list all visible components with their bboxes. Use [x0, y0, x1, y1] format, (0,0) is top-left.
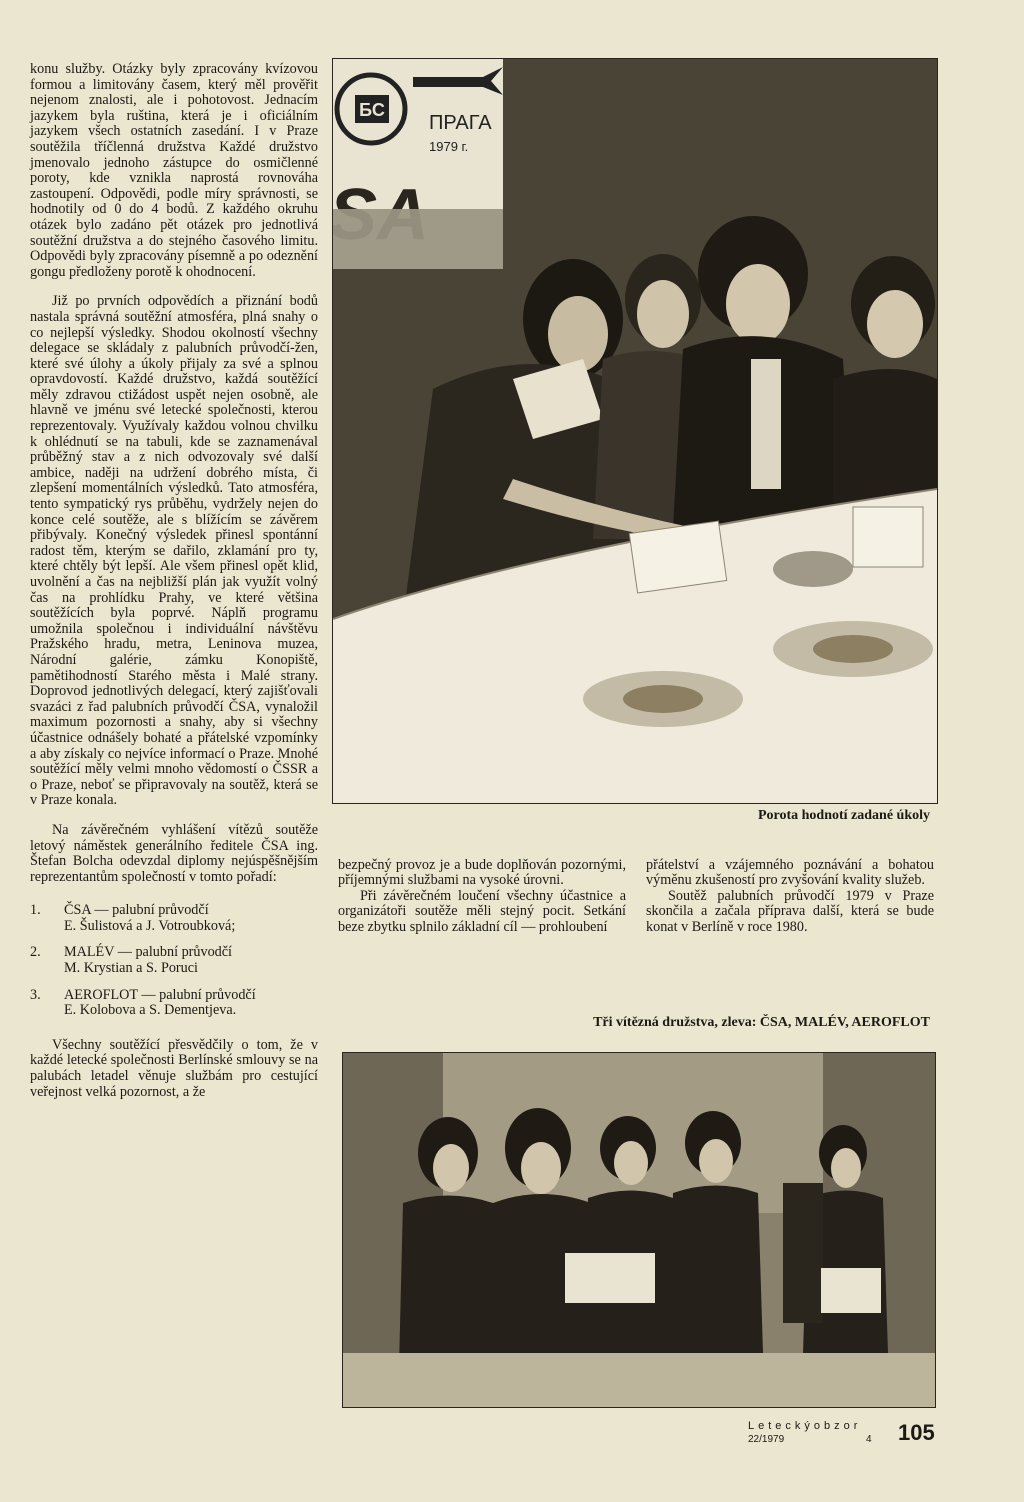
left-text-column: [30, 62, 318, 1100]
article-paragraph: Při závěrečném loučení všechny účastnice a organizátoři soutěže měli stejný pocit. Setkání beze zbytku splnilo základní cíl — prohloubení: [338, 887, 626, 935]
result-item: [30, 945, 318, 976]
page-footer: [748, 1420, 948, 1460]
sign-city-text: ПРАГА: [429, 112, 492, 134]
page-number: 105: [898, 1420, 935, 1445]
photo-caption-bottom: Tři vítězná družstva, zleva: ČSA, MALÉV, AEROFLOT: [593, 1015, 930, 1030]
result-number: 2.: [30, 944, 41, 961]
article-paragraph: konu služby. Otázky byly zpracovány kvízovou formou a limitovány časem, který měl prověřit nejenom znalosti, ale i pohotovost. Jednacím jazykem byla ruština, která je i oficiálním jazykem všech ostatních zasedání. I v Praze soutěžila tříčlenná družstva Každé družstvo jmenovalo jednoho zástupce do osmičlenné poroty, kde vznikla naprostá rovnováha zastoupení. Odpovědi, podle míry správnosti, se hodnotily od 0 do 4 bodů. Z každého okruhu otázek bylo zadáno pět otázek pro jednotlivá soutěžní družstva a do stejného časového limitu. Odpovědi byly zpracovány písemně a po odeznění gongu předloženy porotě k ohodnocení.: [30, 61, 318, 280]
footer-small-number: 4: [866, 1434, 872, 1445]
article-paragraph: Na závěrečném vyhlášení vítězů soutěže letový náměstek generálního ředitele ČSA ing. Štefan Bolcha odevzdal diplomy nejúspěšnějším reprezentantům společností v tomto pořadí:: [30, 821, 318, 885]
result-team: ČSA — palubní průvodčí: [64, 902, 209, 919]
result-item: [30, 988, 318, 1019]
photo-jury-evaluating: [332, 58, 938, 804]
result-names: E. Šulistová a J. Votroubková;: [64, 917, 236, 934]
middle-text-column: [338, 858, 626, 935]
article-paragraph: Již po prvních odpovědích a přiznání bodů nastala správná soutěžní atmosféra, plná snahy o co nejlepší výsledky. Shodou okolností všechny delegace se skládaly z palubních průvodčí-žen, které své úlohy a úkoly přijaly za své a splnou opravdovostí. Každé družstvo, každá soutěžící měly zdravou ctižádost uspět nejen osobně, ale hlavně ve jménu své letecké společnosti, kterou reprezentovaly. Využívaly každou volnou chvilku k ohlédnutí se na tabuli, kde se zaznamenával průběžný stav a z nich odvozovaly své další ambice, naději na udržení dobrého místa, či zlepšení momentálních výsledků. Tato atmosféra, tento sympatický rys průběhu, vydržely nejen do konce celé soutěže, ale s blížícím se závěrem přibývaly. Konečný výsledek přinesl spontánní radost těm, kterým se dařilo, zklamání pro ty, které chtěly být lepší. Ale všem přinesl opět klid, uvolnění a čas na nejbližší plán jak využít volný čas na prohlídku Prahy, ve které většina soutěžících byla poprvé. Náplň programu umožnila společnou i individuální návštěvu Pražského hradu, metra, Leninova muzea, Národní galérie, zámku Konopiště, pamětihodností Starého města i Malé strany. Doprovod jednotlivých delegací, který zajišťovali svazáci z řad palubních průvodčí ČSA, vynaložil maximum pozornosti a snahy, aby si všechny účastnice odnášely bohaté a přátelské vzpomínky a aby získaly co nejvíce informací o Praze. Mnohé soutěžící měly velmi mnoho vědomostí o ČSSR a o Praze, neboť se připravovaly na soutěž, která se v Praze konala.: [30, 293, 318, 809]
results-list: [30, 903, 318, 1019]
result-number: 3.: [30, 986, 41, 1003]
article-paragraph: bezpečný provoz je a bude doplňován pozornými, příjemnými službami na vysoké úrovni.: [338, 857, 626, 889]
photo-caption-top: Porota hodnotí zadané úkoly: [757, 808, 930, 823]
magazine-name: Leteckýobzor: [748, 1420, 862, 1432]
result-number: 1.: [30, 902, 41, 919]
issue-number: 22/1979: [748, 1434, 785, 1445]
result-team: MALÉV — palubní průvodčí: [64, 944, 232, 961]
article-paragraph: Soutěž palubních průvodčí 1979 v Praze skončila a začala příprava další, která se bude konat v Berlíně v roce 1980.: [646, 887, 934, 935]
article-paragraph: přátelství a vzájemného poznávání a bohatou výměnu zkušeností pro zvyšování kvality služeb.: [646, 857, 934, 889]
sign-year-text: 1979 г.: [429, 139, 469, 154]
article-paragraph: Všechny soutěžící přesvědčily o tom, že v každé letecké společnosti Berlínské smlouvy se na palubách letadel věnuje službám pro cestující veřejnost velká pozornost, a že: [30, 1036, 318, 1100]
result-names: E. Kolobova a S. Dementjeva.: [64, 1002, 237, 1019]
sign-logo-text: БС: [359, 100, 385, 120]
result-names: M. Krystian a S. Poruci: [64, 960, 198, 977]
photo-winning-teams: [342, 1052, 936, 1408]
right-text-column: [646, 858, 934, 935]
result-team: AEROFLOT — palubní průvodčí: [64, 986, 256, 1003]
result-item: [30, 903, 318, 934]
